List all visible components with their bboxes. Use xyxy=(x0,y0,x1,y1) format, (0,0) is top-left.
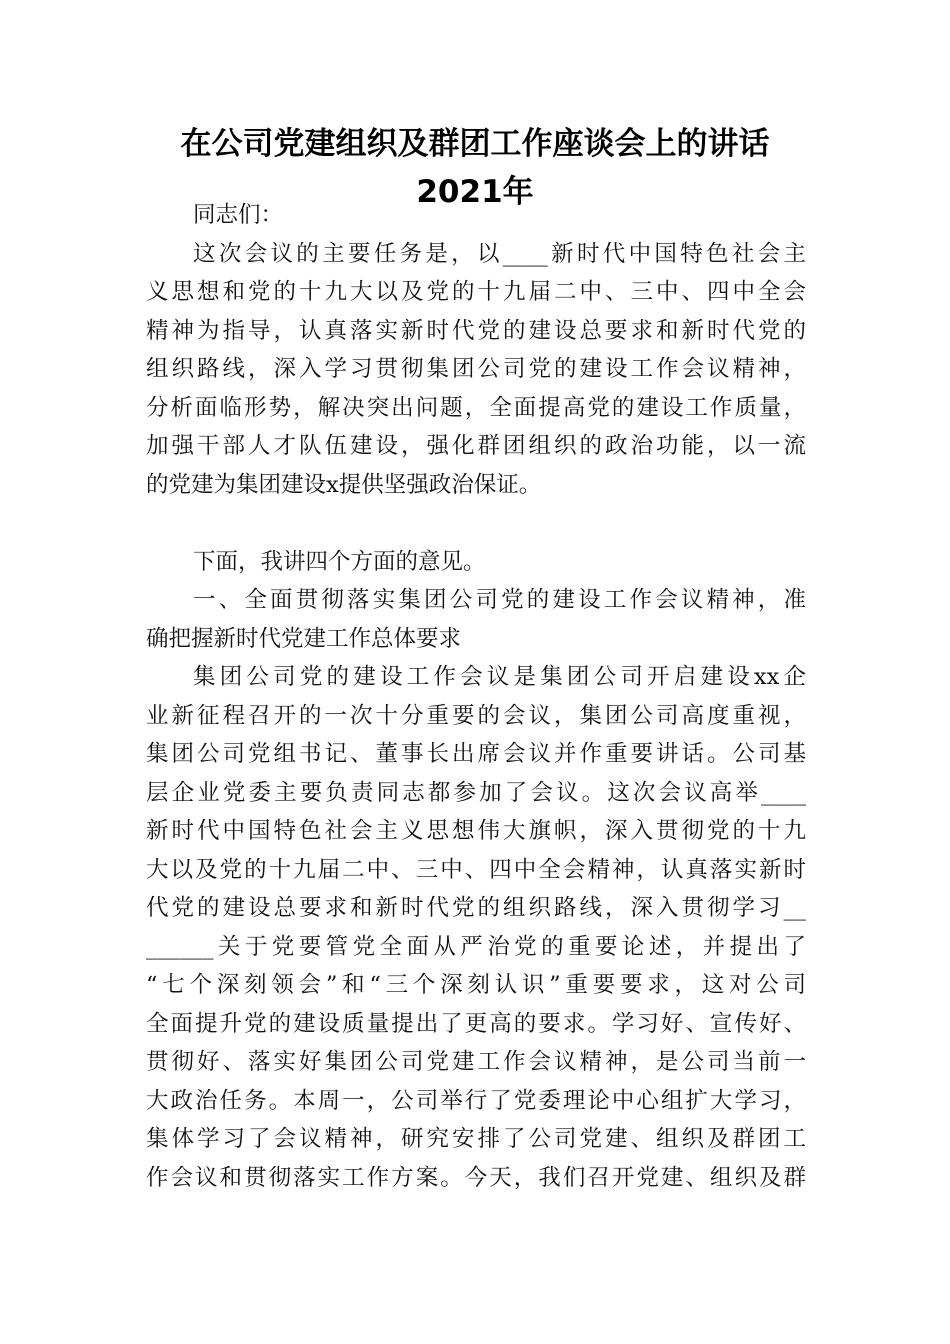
paragraph-line: 加强干部人才队伍建设，强化群团组织的政治功能，以一流 xyxy=(146,433,806,459)
paragraph-line: 组织路线，深入学习贯彻集团公司党的建设工作会议精神， xyxy=(146,356,806,382)
paragraph-line: 义思想和党的十九大以及党的十九届二中、三中、四中全会 xyxy=(146,279,806,305)
paragraph-line: 集团公司党的建设工作会议是集团公司开启建设xx企 xyxy=(193,664,806,690)
paragraph-line: 集体学习了会议精神，研究安排了公司党建、组织及群团工 xyxy=(146,1126,806,1152)
paragraph-line: 全面提升党的建设质量提出了更高的要求。学习好、宣传好、 xyxy=(146,1010,806,1037)
paragraph-line: “七个深刻领会”和“三个深刻认识”重要要求，这对公司 xyxy=(146,972,806,998)
paragraph-line: 业新征程召开的一次十分重要的会议，集团公司高度重视， xyxy=(146,702,806,729)
paragraph-line: 代党的建设总要求和新时代党的组织路线，深入贯彻学习__ xyxy=(146,895,806,921)
paragraph-line: 层企业党委主要负责同志都参加了会议。这次会议高举____ xyxy=(146,779,806,806)
heading-line: 一、全面贯彻落实集团公司党的建设工作会议精神，准 xyxy=(193,587,806,613)
paragraph-line: 大以及党的十九届二中、三中、四中全会精神，认真落实新时 xyxy=(146,856,806,883)
section-heading-1 xyxy=(146,581,806,658)
paragraph-line: 新时代中国特色社会主义思想伟大旗帜，深入贯彻党的十九 xyxy=(146,818,806,844)
document-title-line-1: 在公司党建组织及群团工作座谈会上的讲话 xyxy=(180,126,770,162)
paragraph-1 xyxy=(146,235,806,505)
paragraph-line: 贯彻好、落实好集团公司党建工作会议精神，是公司当前一 xyxy=(146,1049,806,1075)
document-title-line-2: 2021年 xyxy=(416,174,534,210)
document-body xyxy=(146,196,806,1197)
paragraph-3 xyxy=(146,658,806,1197)
paragraph-line: 集团公司党组书记、董事长出席会议并作重要讲话。公司基 xyxy=(146,741,806,767)
heading-line: 确把握新时代党建工作总体要求 xyxy=(146,625,462,652)
paragraph-line: 分析面临形势，解决突出问题，全面提高党的建设工作质量， xyxy=(146,394,806,421)
paragraph-line: 大政治任务。本周一，公司举行了党委理论中心组扩大学习， xyxy=(146,1087,806,1114)
paragraph-line: 精神为指导，认真落实新时代党的建设总要求和新时代党的 xyxy=(146,317,806,344)
paragraph-line: 这次会议的主要任务是，以____新时代中国特色社会主 xyxy=(193,240,806,267)
paragraph-line: 的党建为集团建设x提供坚强政治保证。 xyxy=(146,471,542,498)
paragraph-line: 作会议和贯彻落实工作方案。今天，我们召开党建、组织及群 xyxy=(146,1164,806,1191)
paragraph-2: 下面，我讲四个方面的意见。 xyxy=(193,548,486,575)
paragraph-line: ______关于党要管党全面从严治党的重要论述，并提出了 xyxy=(146,933,806,960)
blank-line xyxy=(146,504,806,543)
salutation: 同志们： xyxy=(193,202,284,228)
